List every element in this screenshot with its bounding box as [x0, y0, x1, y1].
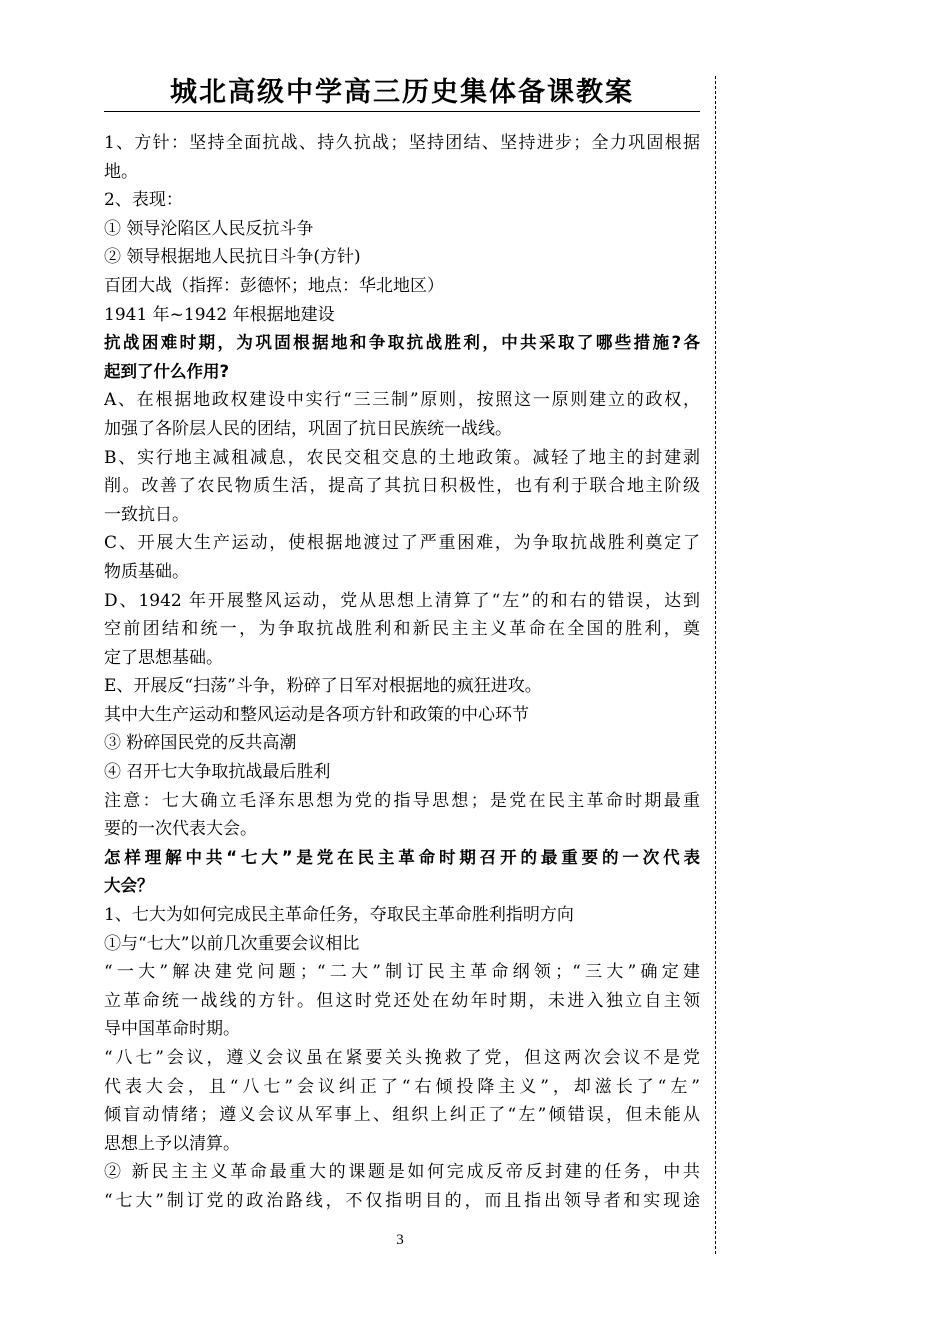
text-line: 1、方针：坚持全面抗战、持久抗战；坚持团结、坚持进步；全力巩固根据 — [104, 133, 700, 153]
body-text — [104, 129, 700, 1216]
page-title: 城北高级中学高三历史集体备课教案 — [170, 77, 634, 108]
text-line: E、开展反“扫荡”斗争，粉碎了日军对根据地的疯狂进攻。 — [104, 676, 542, 697]
text-line: “一大”解决建党问题；“二大”制订民主革命纲领；“三大”确定建 — [104, 962, 700, 983]
text-line: 其中大生产运动和整风运动是各项方针和政策的中心环节 — [104, 704, 529, 725]
text-line: ② 领导根据地人民抗日斗争(方针) — [104, 247, 361, 268]
text-line: 空前团结和统一，为争取抗战胜利和新民主主义革命在全国的胜利，奠 — [104, 619, 700, 640]
text-line: A、在根据地政权建设中实行“三三制”原则，按照这一原则建立的政权， — [104, 390, 700, 411]
text-line: ③ 粉碎国民党的反共高潮 — [104, 733, 297, 754]
question-heading-line: 起到了什么作用? — [104, 361, 230, 381]
text-line: 百团大战（指挥：彭德怀；地点：华北地区） — [104, 275, 444, 296]
text-line: 要的一次代表大会。 — [104, 819, 257, 840]
page-number: 3 — [396, 1232, 404, 1248]
text-line: D、1942 年开展整风运动，党从思想上清算了“左”的和右的错误，达到 — [104, 590, 700, 611]
text-line: ② 新民主主义革命最重大的课题是如何完成反帝反封建的任务，中共 — [104, 1162, 700, 1183]
text-line: ④ 召开七大争取抗战最后胜利 — [104, 762, 331, 783]
question-heading-line: 怎样理解中共“七大”是党在民主革命时期召开的最重要的一次代表 — [104, 847, 700, 867]
text-line: 地。 — [104, 161, 138, 182]
text-line: “七大”制订党的政治路线，不仅指明目的，而且指出领导者和实现途 — [104, 1190, 700, 1211]
text-line: 立革命统一战线的方针。但这时党还处在幼年时期，未进入独立自主领 — [104, 990, 700, 1011]
question-heading-line: 抗战困难时期，为巩固根据地和争取抗战胜利，中共采取了哪些措施?各 — [104, 333, 700, 353]
text-line: 物质基础。 — [104, 561, 189, 582]
text-line: 定了思想基础。 — [104, 647, 223, 668]
text-line: 1、七大为如何完成民主革命任务，夺取民主革命胜利指明方向 — [104, 905, 574, 926]
text-line: 思想上予以清算。 — [104, 1133, 240, 1154]
text-line: 1941 年~1942 年根据地建设 — [104, 304, 335, 325]
text-line: B、实行地主减租减息，农民交租交息的土地政策。减轻了地主的封建剥 — [104, 447, 700, 468]
text-line: 加强了各阶层人民的团结，巩固了抗日民族统一战线。 — [104, 418, 512, 439]
text-line: 一致抗日。 — [104, 504, 189, 525]
text-line: C、开展大生产运动，使根据地渡过了严重困难，为争取抗战胜利奠定了 — [104, 533, 700, 554]
text-line: 导中国革命时期。 — [104, 1019, 240, 1040]
title-underline — [104, 111, 700, 112]
text-line: 削。改善了农民物质生活，提高了其抗日积极性，也有利于联合地主阶级 — [104, 476, 700, 497]
text-line: 倾盲动情绪；遵义会议从军事上、组织上纠正了“左”倾错误，但未能从 — [104, 1105, 700, 1126]
text-line: ①与“七大”以前几次重要会议相比 — [104, 933, 360, 954]
text-line: “八七”会议，遵义会议虽在紧要关头挽救了党，但这两次会议不是党 — [104, 1048, 700, 1068]
text-line: 2、表现： — [104, 190, 183, 211]
binding-cut-line — [715, 76, 716, 1254]
text-line: 注意：七大确立毛泽东思想为党的指导思想；是党在民主革命时期最重 — [104, 790, 700, 811]
text-line: ① 领导沦陷区人民反抗斗争 — [104, 218, 314, 239]
question-heading-line: 大会？ — [104, 876, 154, 896]
text-line: 代表大会，且“八七”会议纠正了“右倾投降主义”，却滋长了“左” — [104, 1076, 700, 1097]
